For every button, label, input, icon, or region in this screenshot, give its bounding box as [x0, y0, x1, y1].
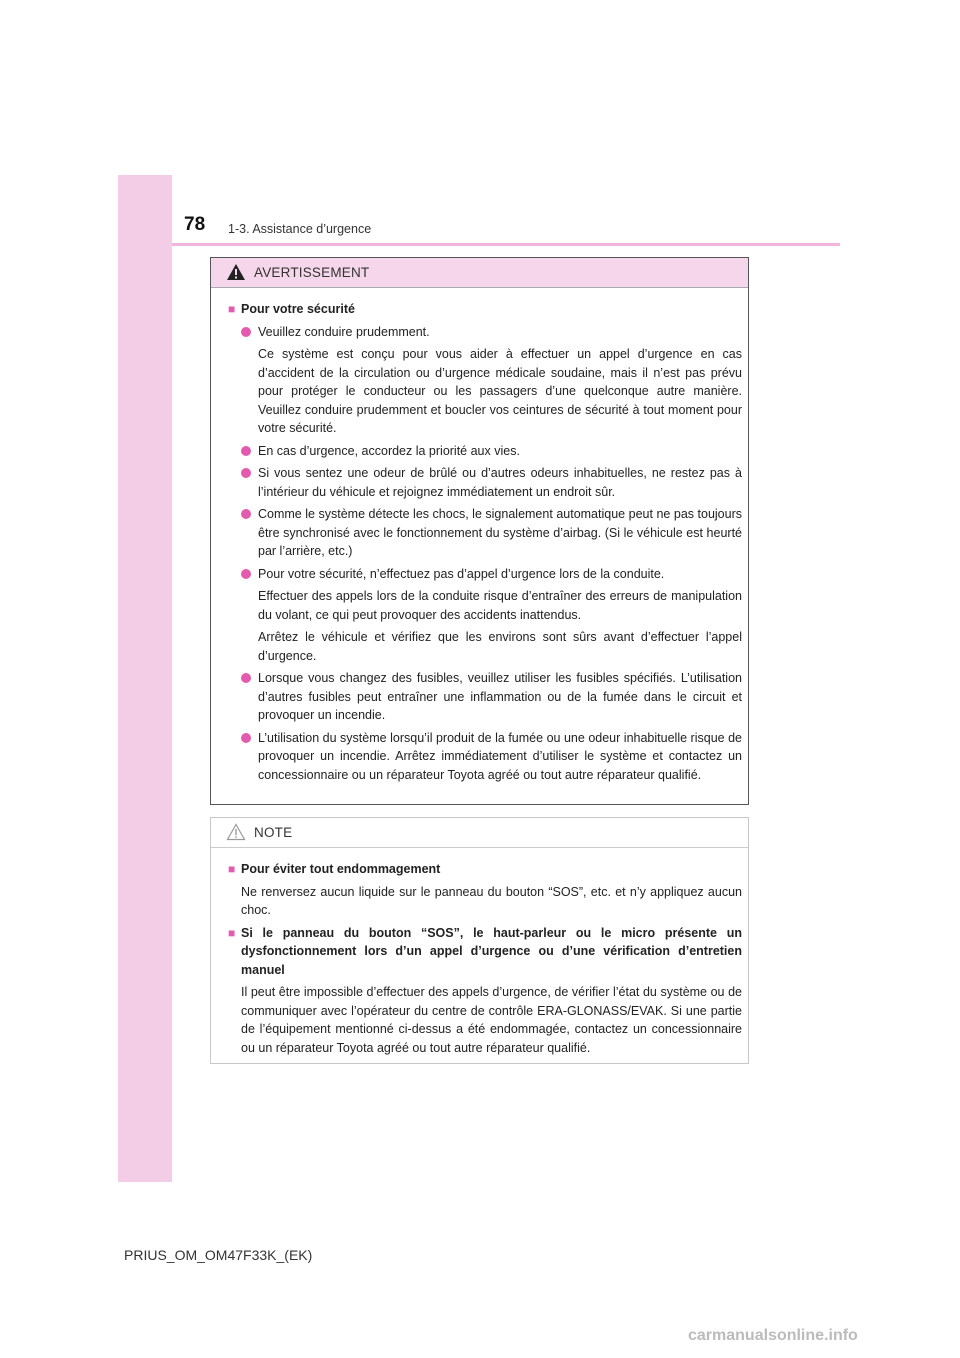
note-heading-damage: ■ Pour éviter tout endommagement [228, 860, 742, 879]
warning-box [210, 257, 749, 805]
paragraph: Il peut être impossible d’effectuer des appels d’urgence, de vérifier l’état du système ou de communiquer avec l’opérateur du centre de contrôle ERA-GLONASS/EVAK. Si une partie de l’équipement mentionné ci-dessus a été endommagée, contactez un concessionnaire ou un réparateur Toyota agréé ou tout autre réparateur qualifié. [241, 985, 742, 1055]
caution-triangle-icon [226, 823, 246, 841]
paragraph: Effectuer des appels lors de la conduite risque d’entraîner des erreurs de manipulation du volant, ce qui peut provoquer des accidents inattendus. [258, 589, 742, 622]
note-title: NOTE [254, 825, 293, 840]
note-body [211, 848, 748, 1057]
side-band [118, 175, 172, 1182]
list-item: Si vous sentez une odeur de brûlé ou d’autres odeurs inhabituelles, ne restez pas à l’intérieur du véhicule et rejoignez immédiatement un endroit sûr. [241, 464, 742, 501]
list-item: En cas d’urgence, accordez la priorité aux vies. [241, 442, 742, 461]
circle-bullet-icon [241, 569, 251, 579]
note-header [211, 818, 748, 848]
paragraph: Ne renversez aucun liquide sur le panneau du bouton “SOS”, etc. et n’y appliquez aucun choc. [241, 884, 742, 917]
square-bullet-icon: ■ [228, 925, 236, 940]
warning-triangle-icon [226, 263, 246, 281]
square-bullet-icon: ■ [228, 302, 236, 316]
warning-heading: ■ Pour votre sécurité [228, 300, 742, 319]
note-box [210, 817, 749, 1064]
header-rule [172, 243, 840, 246]
circle-bullet-icon [241, 673, 251, 683]
page-number: 78 [184, 214, 206, 235]
list-item: Lorsque vous changez des fusibles, veuillez utiliser les fusibles spécifiés. L’utilisation d’autres fusibles peut entraîner une inflammation ou de la fumée dans le circuit et provoquer un incendie. [241, 669, 742, 725]
warning-title: AVERTISSEMENT [254, 265, 370, 280]
circle-bullet-icon [241, 509, 251, 519]
list-item: Veuillez conduire prudemment. [241, 323, 742, 342]
section-title: 1-3. Assistance d’urgence [228, 222, 372, 236]
circle-bullet-icon [241, 468, 251, 478]
circle-bullet-icon [241, 327, 251, 337]
square-bullet-icon: ■ [228, 862, 236, 876]
note-heading-malfunction: ■ Si le panneau du bouton “SOS”, le haut-parleur ou le micro présente un dysfonctionnement lors d’un appel d’urgence ou d’une vérification d’entretien manuel [228, 924, 742, 980]
warning-body [211, 288, 748, 784]
paragraph: Ce système est conçu pour vous aider à effectuer un appel d’urgence en cas d’accident de la circulation ou d’urgence médicale soudaine, mais il n’est pas prévu pour protéger le conducteur ou les passagers d’une quelconque autre manière. Veuillez conduire prudemment et boucler vos ceintures de sécurité à tout moment pour votre sécurité. [258, 347, 742, 435]
doc-code: PRIUS_OM_OM47F33K_(EK) [124, 1247, 313, 1263]
list-item: Comme le système détecte les chocs, le signalement automatique peut ne pas toujours être synchronisé avec le fonctionnement du système d’airbag. (Si le véhicule est heurté par l’arrière, etc.) [241, 505, 742, 561]
circle-bullet-icon [241, 733, 251, 743]
watermark: carmanualsonline.info [688, 1327, 858, 1344]
circle-bullet-icon [241, 446, 251, 456]
paragraph: Arrêtez le véhicule et vérifiez que les environs sont sûrs avant d’effectuer l’appel d’urgence. [258, 630, 742, 663]
warning-header [211, 258, 748, 288]
list-item: L’utilisation du système lorsqu’il produit de la fumée ou une odeur inhabituelle risque de provoquer un incendie. Arrêtez immédiatement d’utiliser le système et contactez un concessionnaire ou un réparateur Toyota agréé ou tout autre réparateur qualifié. [241, 729, 742, 785]
list-item: Pour votre sécurité, n’effectuez pas d’appel d’urgence lors de la conduite. [241, 565, 742, 584]
